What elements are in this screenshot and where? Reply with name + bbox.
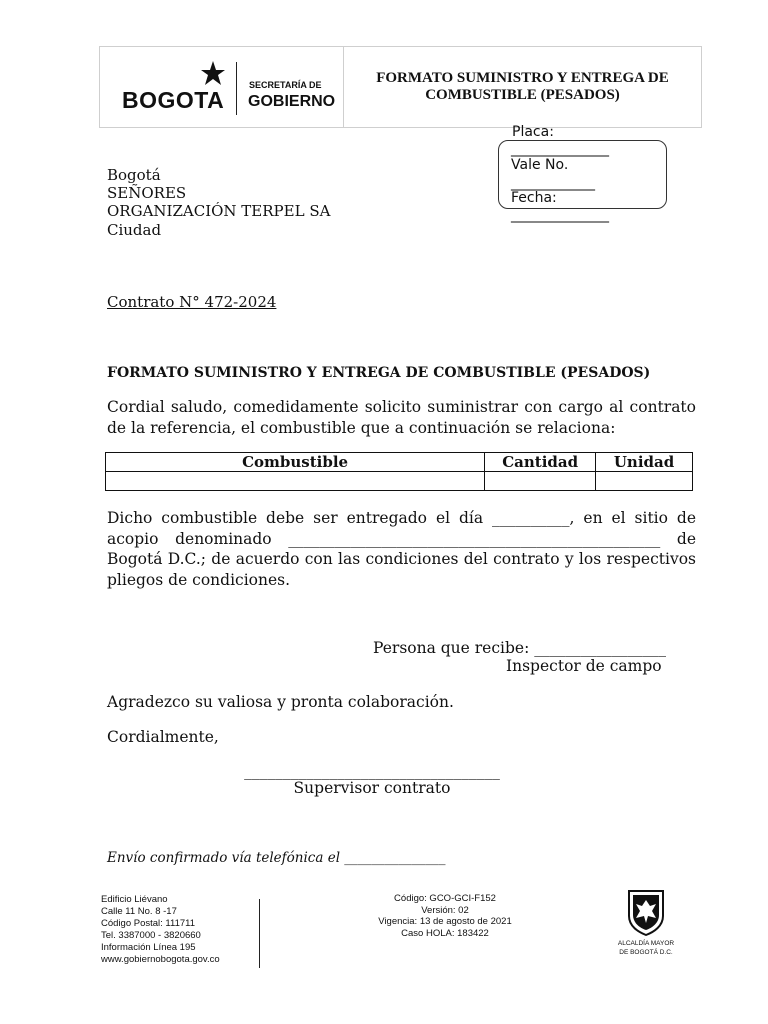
seal-caption-line: ALCALDÍA MAYOR (617, 940, 675, 947)
logo-gobierno-label: GOBIERNO (248, 93, 336, 110)
doc-validity: Vigencia: 13 de agosto de 2021 (378, 916, 512, 927)
delivery-paragraph: Dicho combustible debe ser entregado el día __________, en el sitio de acopio denominado ________________________________________________ de Bogotá D.C.; de acuerdo con las condiciones del contrato y los respectivos pliegos de condiciones. (107, 509, 696, 589)
recipient-place: Ciudad (107, 221, 162, 239)
intro-paragraph: Cordial saludo, comedidamente solicito suministrar con cargo al contrato de la referencia, el combustible que a continuación se relaciona: (107, 398, 696, 437)
footer-address (101, 894, 220, 966)
recipient-city: Bogotá (107, 166, 161, 184)
doc-case: Caso HOLA: 183422 (401, 927, 489, 939)
column-header-unidad: Unidad (596, 453, 693, 472)
website-link[interactable]: www.gobiernobogota.gov.co (101, 954, 220, 965)
cell-unidad[interactable] (596, 472, 693, 491)
recipient-salutation: SEÑORES (107, 184, 187, 202)
recipient-org: ORGANIZACIÓN TERPEL SA (107, 202, 331, 220)
column-header-cantidad: Cantidad (485, 453, 596, 472)
placa-label: Placa: (512, 124, 554, 140)
vale-label: Vale No. (511, 157, 569, 173)
column-header-combustible: Combustible (106, 453, 485, 472)
fuel-table (105, 452, 693, 491)
seal-caption-line: DE BOGOTÁ D.C. (619, 949, 673, 956)
cell-combustible[interactable] (106, 472, 485, 491)
signature-line: _________________________________ (244, 762, 500, 780)
closing-text: Cordialmente, (107, 728, 219, 746)
address-line: Tel. 3387000 - 3820660 (101, 930, 201, 941)
address-line: Calle 11 No. 8 -17 (101, 906, 177, 917)
bogota-coat-of-arms-icon (626, 888, 666, 936)
seal-caption (604, 939, 688, 957)
table-row (106, 472, 693, 491)
thanks-text: Agradezco su valiosa y pronta colaboración. (107, 693, 454, 711)
receiver-role: Inspector de campo (506, 657, 662, 675)
doc-version: Versión: 02 (421, 904, 469, 916)
contract-number: Contrato N° 472-2024 (107, 293, 277, 311)
logo-divider (236, 62, 237, 115)
cell-cantidad[interactable] (485, 472, 596, 491)
logo-secretaria-label: SECRETARÍA DE (249, 80, 322, 90)
phone-confirmation-note: Envío confirmado vía telefónica el _______________ (107, 850, 446, 866)
vale-field[interactable]: ____________ (511, 175, 595, 191)
fecha-field[interactable]: ______________ (511, 207, 609, 223)
placa-field[interactable]: ______________ (511, 141, 609, 157)
bogota-logo-wordmark: BOGOTA (122, 87, 225, 113)
section-title: FORMATO SUMINISTRO Y ENTREGA DE COMBUSTIBLE (PESADOS) (107, 365, 651, 381)
footer-doc-info (360, 893, 530, 939)
star-icon (200, 60, 226, 86)
doc-code: Código: GCO-GCI-F152 (394, 893, 496, 904)
document-title: FORMATO SUMINISTRO Y ENTREGA DE COMBUSTIBLE (PESADOS) (376, 70, 669, 103)
address-line: Edificio Liévano (101, 894, 168, 905)
address-line: Información Línea 195 (101, 942, 196, 953)
address-line: Código Postal: 111711 (101, 918, 196, 929)
header-title-box (343, 46, 702, 128)
signature-label: Supervisor contrato (293, 779, 451, 797)
footer-divider (259, 899, 260, 968)
receiver-label: Persona que recibe: _________________ (373, 639, 666, 657)
fecha-label: Fecha: (511, 190, 557, 206)
table-header-row (106, 453, 693, 472)
